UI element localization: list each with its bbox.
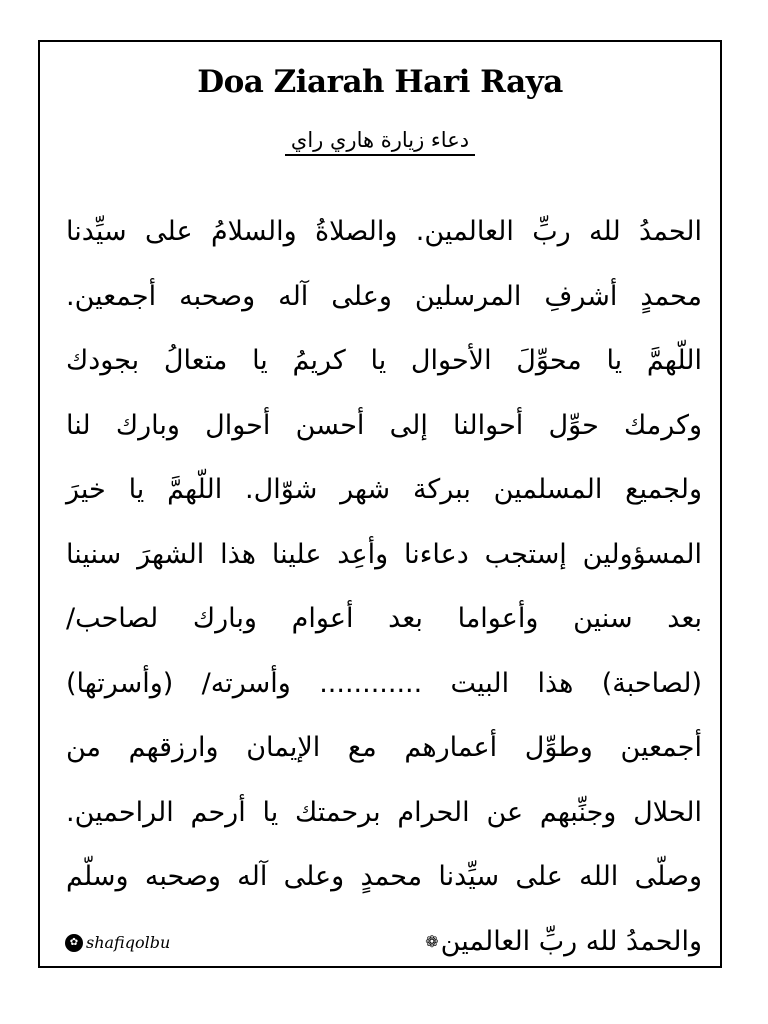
watermark-text: shafiqolbu xyxy=(86,933,171,952)
prayer-line: أجمعين وطوِّل أعمارهم مع الإيمان وارزقهم من xyxy=(66,732,702,763)
prayer-line: (لصاحبة) هذا البيت ............ وأسرته/ (وأسرتها) xyxy=(66,667,702,699)
prayer-line: بعد سنين وأعواما بعد أعوام وبارك لصاحب/ xyxy=(66,603,702,634)
document-frame xyxy=(38,40,722,968)
watermark xyxy=(65,933,170,952)
prayer-line: اللّهمَّ يا محوِّلَ الأحوال يا كريمُ يا متعالُ بجودك xyxy=(66,345,702,376)
logo-icon: ✿ xyxy=(65,934,83,952)
subtitle-text: دعاء زيارة هاري راي xyxy=(285,128,475,156)
page-title: Doa Ziarah Hari Raya xyxy=(197,64,563,100)
prayer-body xyxy=(66,200,702,974)
prayer-line: الحمدُ لله ربِّ العالمين. والصلاةُ والسلامُ على سيِّدنا xyxy=(66,216,702,247)
prayer-line: محمدٍ أشرفِ المرسلين وعلى آله وصحبه أجمعين. xyxy=(66,280,702,312)
prayer-line: المسؤولين إستجب دعاءنا وأعِد علينا هذا الشهرَ سنينا xyxy=(66,538,702,570)
page-subtitle xyxy=(40,128,720,152)
prayer-line-final-text: والحمدُ لله ربِّ العالمين xyxy=(440,925,702,957)
flower-ornament-icon: ❁ xyxy=(425,931,439,951)
prayer-line: الحلال وجنِّبهم عن الحرام برحمتك يا أرحم الراحمين. xyxy=(66,796,702,828)
prayer-line: وكرمك حوِّل أحوالنا إلى أحسن أحوال وبارك لنا xyxy=(66,409,702,441)
prayer-line: ولجميع المسلمين ببركة شهر شوّال. اللّهمَّ يا خيرَ xyxy=(66,474,702,505)
prayer-line: وصلّى الله على سيِّدنا محمدٍ وعلى آله وصحبه وسلّم xyxy=(66,861,702,892)
